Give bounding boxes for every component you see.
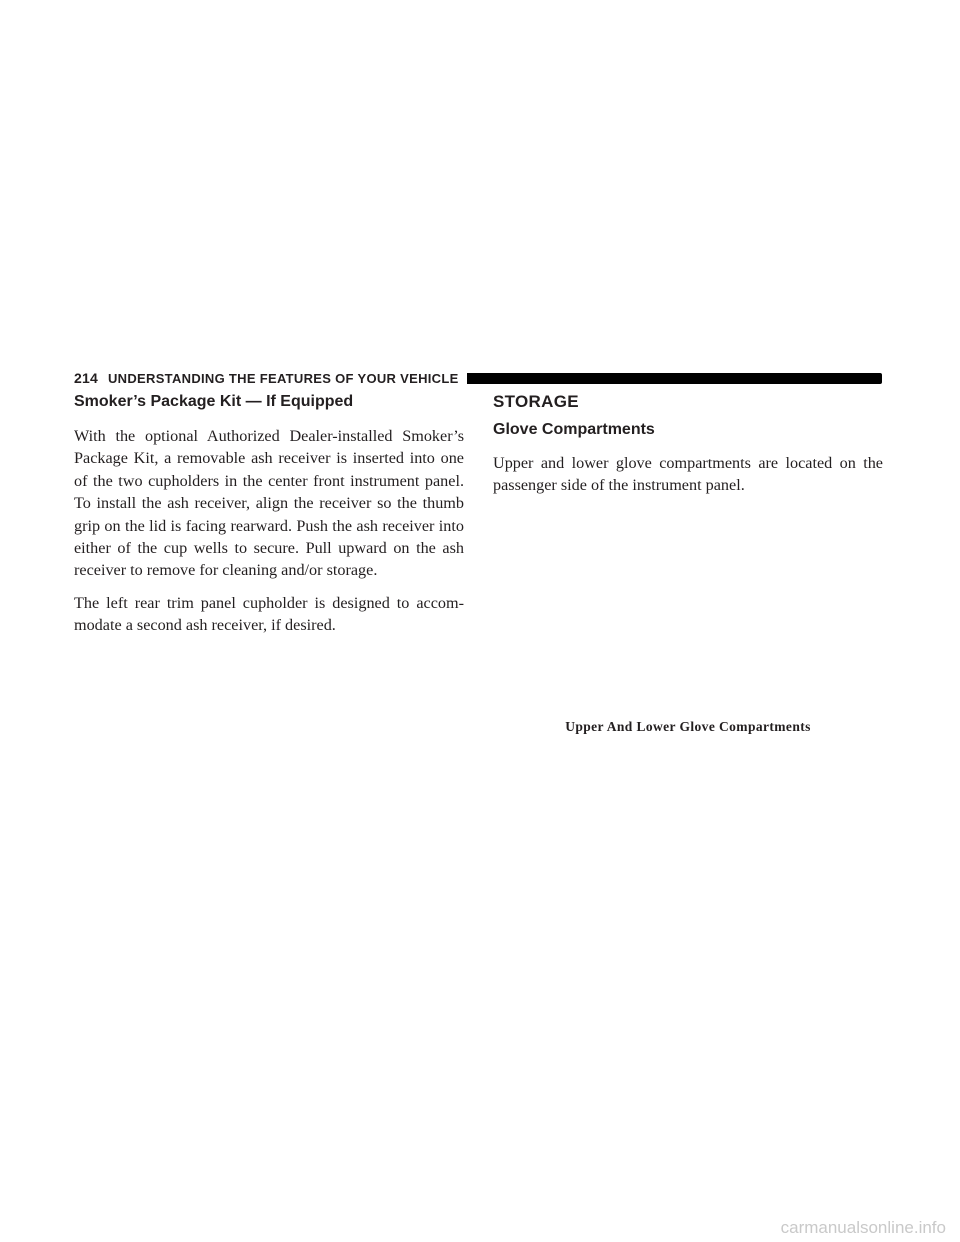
smokers-package-paragraph-2: The left rear trim panel cupholder is designed to accom-modate a second ash receiver, if desired. bbox=[74, 593, 464, 635]
right-column bbox=[493, 392, 883, 507]
storage-heading: STORAGE bbox=[493, 392, 579, 411]
page-number: 214 bbox=[74, 370, 98, 386]
figure-caption: Upper And Lower Glove Compartments bbox=[565, 719, 811, 734]
watermark-text: carmanualsonline.info bbox=[780, 1218, 946, 1237]
glove-compartments-paragraph: Upper and lower glove compartments are located on the passenger side of the instrument panel. bbox=[493, 454, 883, 495]
glove-compartments-heading: Glove Compartments bbox=[493, 421, 655, 438]
chapter-title: UNDERSTANDING THE FEATURES OF YOUR VEHICLE bbox=[107, 370, 459, 386]
smokers-package-paragraph-1: With the optional Authorized Dealer-installed Smoker’s Package Kit, a removable ash receiver is inserted into one of the two cupholders in the center front instrument panel. To install the ash receiver, align the receiver so the thumb grip on the lid is facing rearward. Push the ash receiver into either of the cup wells to secure. Pull upward on the ash receiver to remove for cleaning and/or storage. bbox=[74, 427, 464, 580]
page-header bbox=[74, 368, 882, 388]
header-rule bbox=[467, 373, 882, 384]
left-column bbox=[74, 392, 464, 647]
smokers-package-heading: Smoker’s Package Kit — If Equipped bbox=[74, 393, 354, 410]
glove-compartment-figure bbox=[493, 500, 883, 708]
